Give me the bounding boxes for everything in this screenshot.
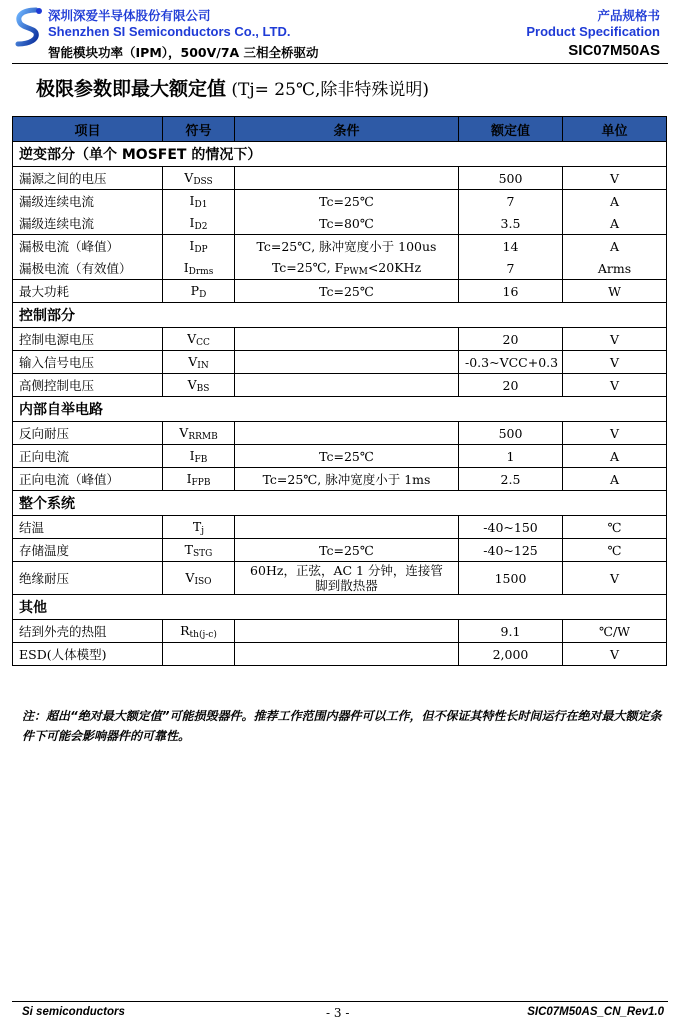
rating-cell: 3.5 [459, 212, 563, 235]
condition-cell [235, 374, 459, 397]
table-row [13, 167, 667, 190]
condition-cell [235, 351, 459, 374]
table-header-row [13, 117, 667, 142]
symbol-cell: $V_{IN}$ [163, 351, 235, 374]
rating-cell: 20 [459, 374, 563, 397]
table-row [13, 468, 667, 491]
rating-cell: 2.5 [459, 468, 563, 491]
rating-cell: 1 [459, 445, 563, 468]
page-title [36, 74, 429, 101]
unit-cell: V [563, 422, 667, 445]
symbol-cell: $V_{BS}$ [163, 374, 235, 397]
section-row [13, 142, 667, 167]
item-cell: ESD(人体模型) [13, 643, 163, 666]
rating-cell: 20 [459, 328, 563, 351]
rating-cell: 500 [459, 422, 563, 445]
unit-cell: V [563, 351, 667, 374]
unit-cell: V [563, 374, 667, 397]
section-row [13, 595, 667, 620]
ratings-table [12, 116, 667, 666]
table-row [13, 328, 667, 351]
unit-cell: V [563, 643, 667, 666]
unit-cell: Arms [563, 257, 667, 280]
header-unit: 单位 [563, 117, 667, 142]
footer-company: Si semiconductors [22, 1006, 125, 1018]
unit-cell: A [563, 445, 667, 468]
condition-cell: Tc=25℃ [235, 445, 459, 468]
condition-cell: Tc=25℃, 脉冲宽度小于 1ms [235, 468, 459, 491]
symbol-cell: $V_{DSS}$ [163, 167, 235, 190]
section-title: 整个系统 [13, 491, 667, 516]
page-title-condition: (Tj= 25℃,除非特殊说明) [226, 80, 429, 100]
header-item: 项目 [13, 117, 163, 142]
symbol-cell: $T_j$ [163, 516, 235, 539]
header-condition: 条件 [235, 117, 459, 142]
product-description: 智能模块功率（IPM），500V/7A 三相全桥驱动 [48, 45, 319, 60]
item-cell: 输入信号电压 [13, 351, 163, 374]
symbol-cell: $I_{D1}$ [163, 190, 235, 213]
unit-cell: A [563, 468, 667, 491]
symbol-cell: $R_{th(j-c)}$ [163, 620, 235, 643]
item-cell: 高侧控制电压 [13, 374, 163, 397]
section-title: 内部自举电路 [13, 397, 667, 422]
item-cell: 正向电流（峰值） [13, 468, 163, 491]
unit-cell: W [563, 280, 667, 303]
unit-cell: ℃/W [563, 620, 667, 643]
symbol-cell: $V_{ISO}$ [163, 562, 235, 595]
item-cell: 绝缘耐压 [13, 562, 163, 595]
unit-cell: V [563, 167, 667, 190]
table-row [13, 422, 667, 445]
rating-cell: 1500 [459, 562, 563, 595]
symbol-cell: $P_D$ [163, 280, 235, 303]
header-symbol: 符号 [163, 117, 235, 142]
item-cell: 结温 [13, 516, 163, 539]
document-id: SIC07M50AS_CN_Rev1.0 [527, 1006, 664, 1018]
unit-cell: V [563, 562, 667, 595]
rating-cell: 9.1 [459, 620, 563, 643]
item-cell: 最大功耗 [13, 280, 163, 303]
page-number: - 3 - [326, 1006, 350, 1020]
header-rating: 额定值 [459, 117, 563, 142]
symbol-cell: $I_{DP}$ [163, 235, 235, 258]
symbol-cell: $T_{STG}$ [163, 539, 235, 562]
item-cell: 正向电流 [13, 445, 163, 468]
symbol-cell: $I_{D2}$ [163, 212, 235, 235]
condition-cell [235, 328, 459, 351]
unit-cell: A [563, 235, 667, 258]
section-title: 逆变部分（单个 MOSFET 的情况下） [13, 142, 667, 167]
table-row [13, 190, 667, 213]
item-cell: 漏源之间的电压 [13, 167, 163, 190]
table-row [13, 620, 667, 643]
model-number: SIC07M50AS [568, 42, 660, 59]
table-row [13, 445, 667, 468]
table-row [13, 562, 667, 595]
rating-cell: 7 [459, 257, 563, 280]
rating-cell: 16 [459, 280, 563, 303]
condition-cell [235, 422, 459, 445]
rating-cell: -40~150 [459, 516, 563, 539]
item-cell: 漏极电流（有效值） [13, 257, 163, 280]
symbol-cell: $I_{FPB}$ [163, 468, 235, 491]
section-title: 控制部分 [13, 303, 667, 328]
table-row [13, 257, 667, 280]
condition-cell [235, 643, 459, 666]
condition-cell [235, 167, 459, 190]
unit-cell: A [563, 212, 667, 235]
company-name-cn: 深圳深爱半导体股份有限公司 [48, 8, 211, 23]
condition-cell: Tc=25℃ [235, 280, 459, 303]
unit-cell: A [563, 190, 667, 213]
table-row [13, 539, 667, 562]
condition-cell [235, 516, 459, 539]
item-cell: 漏级连续电流 [13, 190, 163, 213]
symbol-cell: $V_{CC}$ [163, 328, 235, 351]
table-row [13, 516, 667, 539]
table-row [13, 212, 667, 235]
rating-cell: 2,000 [459, 643, 563, 666]
condition-cell [235, 620, 459, 643]
header-divider [12, 63, 668, 64]
item-cell: 控制电源电压 [13, 328, 163, 351]
item-cell: 结到外壳的热阻 [13, 620, 163, 643]
page-title-main: 极限参数即最大额定值 [36, 78, 227, 100]
item-cell: 漏极电流（峰值） [13, 235, 163, 258]
item-cell: 漏级连续电流 [13, 212, 163, 235]
rating-cell: -0.3~VCC+0.3 [459, 351, 563, 374]
section-row [13, 303, 667, 328]
condition-cell: Tc=80℃ [235, 212, 459, 235]
condition-cell: Tc=25℃, 脉冲宽度小于 100us [235, 235, 459, 258]
item-cell: 存储温度 [13, 539, 163, 562]
rating-cell: 14 [459, 235, 563, 258]
doc-type-en: Product Specification [526, 24, 660, 39]
symbol-cell: $I_{FB}$ [163, 445, 235, 468]
company-name-en: Shenzhen SI Semiconductors Co., LTD. [48, 24, 291, 39]
item-cell: 反向耐压 [13, 422, 163, 445]
disclaimer-note: 注：超出“绝对最大额定值”可能损毁器件。推荐工作范围内器件可以工作，但不保证其特性长时间运行在绝对最大额定条件下可能会影响器件的可靠性。 [22, 709, 662, 743]
table-row [13, 351, 667, 374]
table-row [13, 280, 667, 303]
condition-cell: Tc=25℃ [235, 539, 459, 562]
rating-cell: 7 [459, 190, 563, 213]
condition-cell: Tc=25℃, $F_{PWM}<20KHz$ [235, 257, 459, 280]
symbol-cell [163, 643, 235, 666]
footer-divider [12, 1001, 668, 1002]
table-row [13, 643, 667, 666]
unit-cell: ℃ [563, 539, 667, 562]
rating-cell: 500 [459, 167, 563, 190]
condition-cell: Tc=25℃ [235, 190, 459, 213]
unit-cell: V [563, 328, 667, 351]
doc-type-cn: 产品规格书 [597, 8, 660, 23]
symbol-cell: $I_{Drms}$ [163, 257, 235, 280]
section-row [13, 491, 667, 516]
rating-cell: -40~125 [459, 539, 563, 562]
table-row [13, 374, 667, 397]
condition-cell: 60Hz，正弦，AC 1 分钟，连接管 脚到散热器 [235, 562, 459, 595]
symbol-cell: $V_{RRMB}$ [163, 422, 235, 445]
table-row [13, 235, 667, 258]
company-logo-icon [12, 6, 44, 48]
section-title: 其他 [13, 595, 667, 620]
section-row [13, 397, 667, 422]
unit-cell: ℃ [563, 516, 667, 539]
